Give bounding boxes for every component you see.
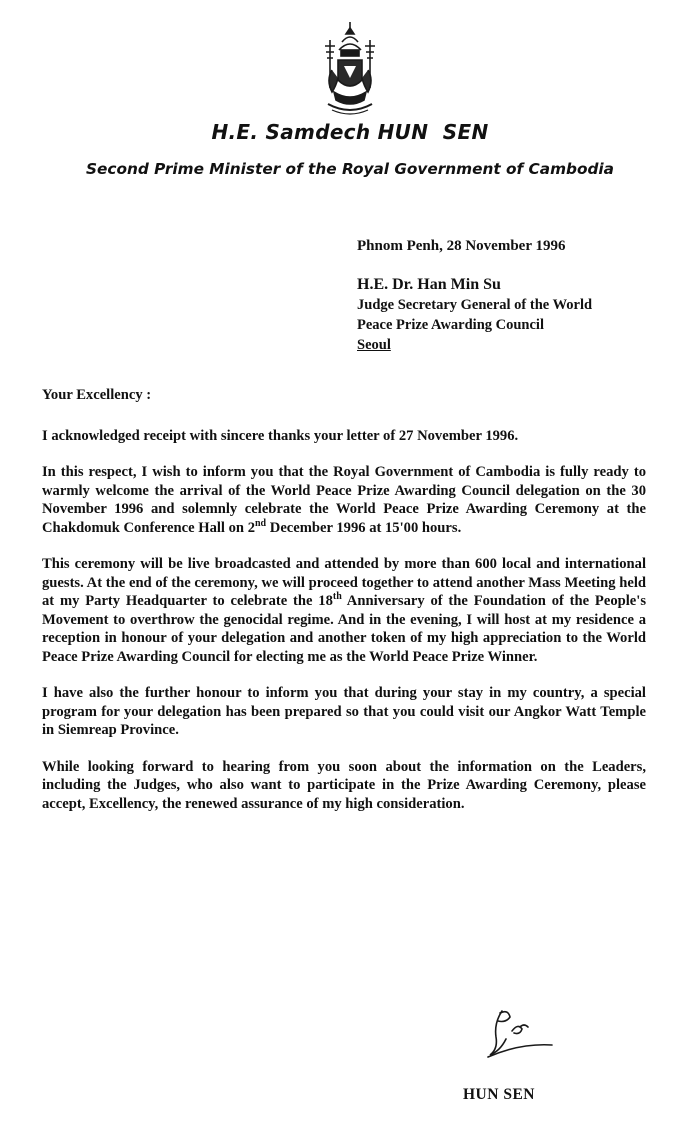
place-date: Phnom Penh, 28 November 1996 <box>357 238 566 254</box>
ordinal-suffix: nd <box>255 517 267 529</box>
recipient-block <box>357 275 592 355</box>
paragraph-acknowledgement: I acknowledged receipt with sincere thanks your letter of 27 November 1996. <box>42 427 519 444</box>
letter-body <box>42 386 646 831</box>
salutation: Your Excellency : <box>42 387 152 403</box>
sender-title: Second Prime Minister of the Royal Government of Cambodia <box>86 160 614 178</box>
recipient-name: H.E. Dr. Han Min Su <box>357 276 501 293</box>
paragraph-welcome-text-end: December 1996 at 15'00 hours. <box>266 519 462 536</box>
recipient-title-line2: Peace Prize Awarding Council <box>357 317 544 333</box>
paragraph-program: I have also the further honour to inform you that during your stay in my country, a special program for your delegation has been prepared so that you could visit our Angkor Watt Temple in Siemreap Province. <box>42 685 646 738</box>
paragraph-welcome <box>42 463 646 537</box>
handwritten-signature-icon <box>480 1003 560 1063</box>
ordinal-suffix: th <box>332 591 342 603</box>
paragraph-closing: While looking forward to hearing from you soon about the information on the Leaders, including the Judges, who also want to participate in the Prize Awarding Ceremony, please accept, Excellency, the renewed assurance of my high consideration. <box>42 758 646 812</box>
paragraph-ceremony-text-end: Anniversary of the Foundation of the People's Movement to overthrow the genocidal regime. And in the evening, I will host at my residence a reception in honour of your delegation and another token of my high appreciation to the World Peace Prize Awarding Council for electing me as the World Peace Prize Winner. <box>42 593 646 665</box>
paragraph-ceremony <box>42 555 646 666</box>
recipient-city: Seoul <box>357 337 391 353</box>
royal-coat-of-arms-icon <box>320 20 380 118</box>
recipient-title-line1: Judge Secretary General of the World <box>357 297 593 313</box>
signer-name: HUN SEN <box>463 1086 535 1103</box>
sender-name: H.E. Samdech HUN SEN <box>211 120 489 144</box>
paragraph-welcome-text: In this respect, I wish to inform you that the Royal Government of Cambodia is fully ready to warmly welcome the arrival of the World Peace Prize Awarding Council delegation on the 30 November 1996 and solemnly celebrate the World Peace Prize Awarding Ceremony at the Chakdomuk Conference Hall on 2 <box>42 464 646 536</box>
paragraph-ceremony-text: This ceremony will be live broadcasted and attended by more than 600 local and international guests. At the end of the ceremony, we will proceed together to attend another Mass Meeting held at my Party Headquarter to celebrate the 18 <box>42 556 646 609</box>
